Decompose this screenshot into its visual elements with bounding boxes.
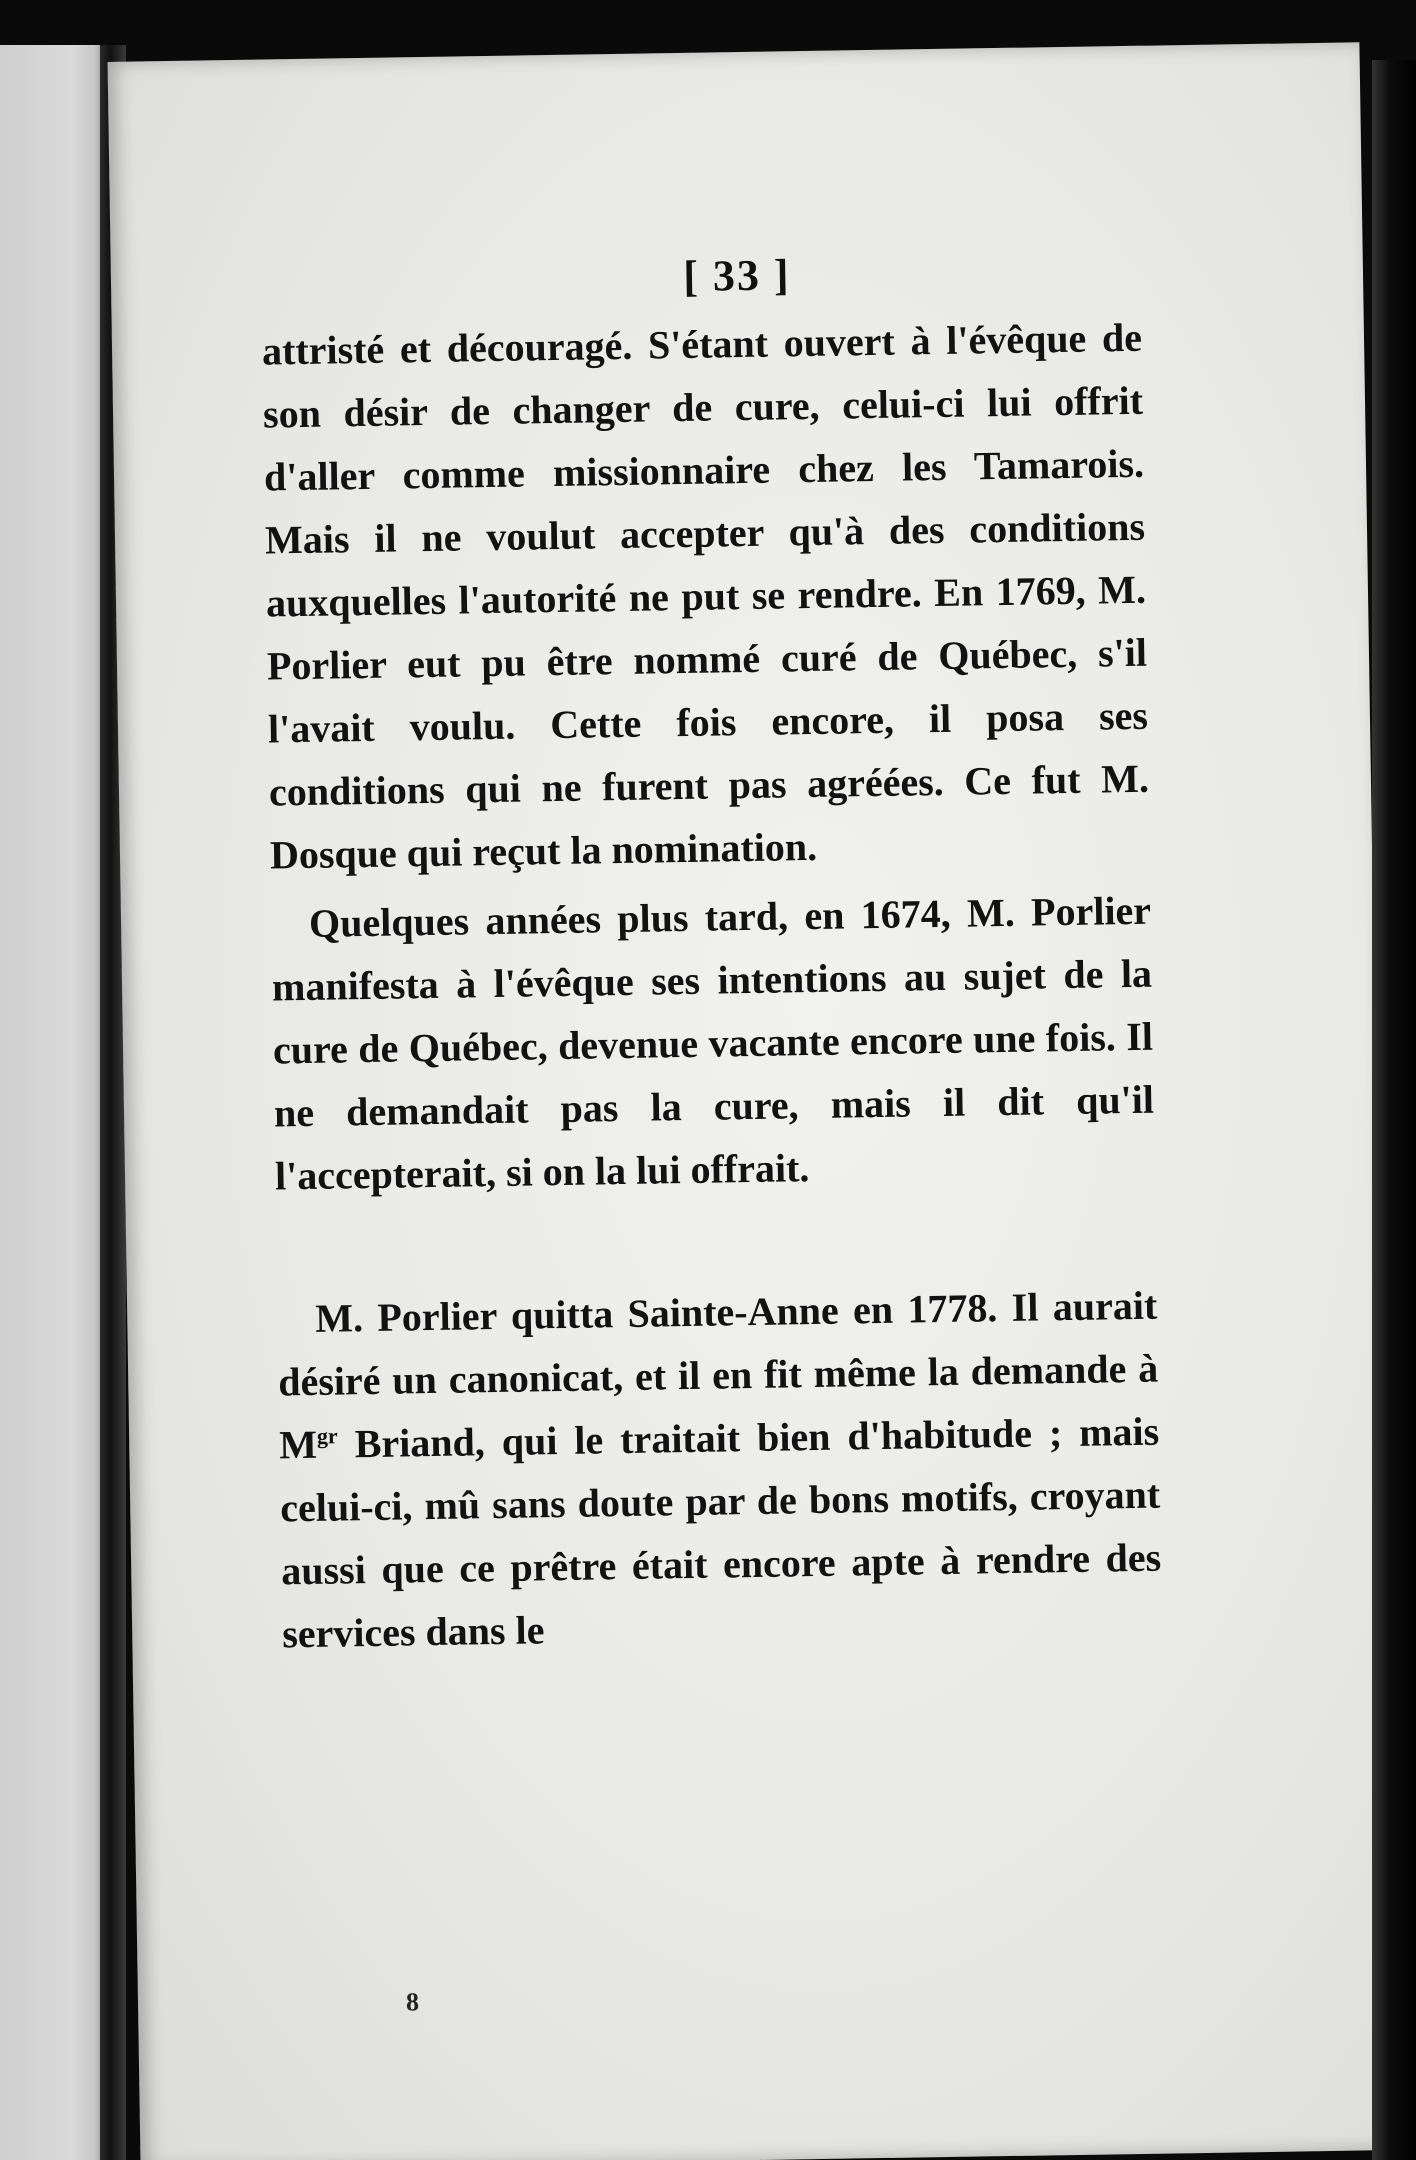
page-number: [ 33 ] bbox=[682, 250, 791, 301]
paragraph-3-start: M. Porlier quitta Sainte-Anne en 1778. Il aurait désiré un canonicat, et il en fit même la demande à M bbox=[277, 1282, 1159, 1468]
book-page bbox=[108, 42, 1393, 2160]
paragraph-1: attristé et découragé. S'étant ouvert à l'évêque de son désir de changer de cure, celui-ci lui offrit d'aller comme missionnaire chez les Tamarois. Mais il ne voulut accepter qu'à des conditions auxquelles l'autorité ne put se rendre. En 1769, M. Porlier eut pu être nommé curé de Québec, s'il l'avait voulu. Cette fois encore, il posa ses conditions qui ne furent pas agréées. Ce fut M. Dosque qui reçut la nomination. bbox=[261, 314, 1150, 878]
title-abbreviation-superscript: gr bbox=[316, 1423, 338, 1449]
body-text bbox=[262, 306, 1163, 1666]
paragraph-3 bbox=[277, 1274, 1163, 1666]
right-page-edge bbox=[1372, 60, 1416, 2160]
paragraph-2: Quelques années plus tard, en 1674, M. Porlier manifesta à l'évêque ses intentions au sujet de la cure de Québec, devenue vacante encore une fois. Il ne demandait pas la cure, mais il dit qu'il l'accepterait, si on la lui offrait. bbox=[271, 887, 1155, 1199]
paragraph-3-end: Briand, qui le traitait bien d'habitude ; mais celui-ci, mû sans doute par de bons motifs, croyant aussi que ce prêtre était encore apte à rendre des services dans le bbox=[279, 1408, 1162, 1657]
signature-mark: 8 bbox=[405, 1987, 420, 2017]
